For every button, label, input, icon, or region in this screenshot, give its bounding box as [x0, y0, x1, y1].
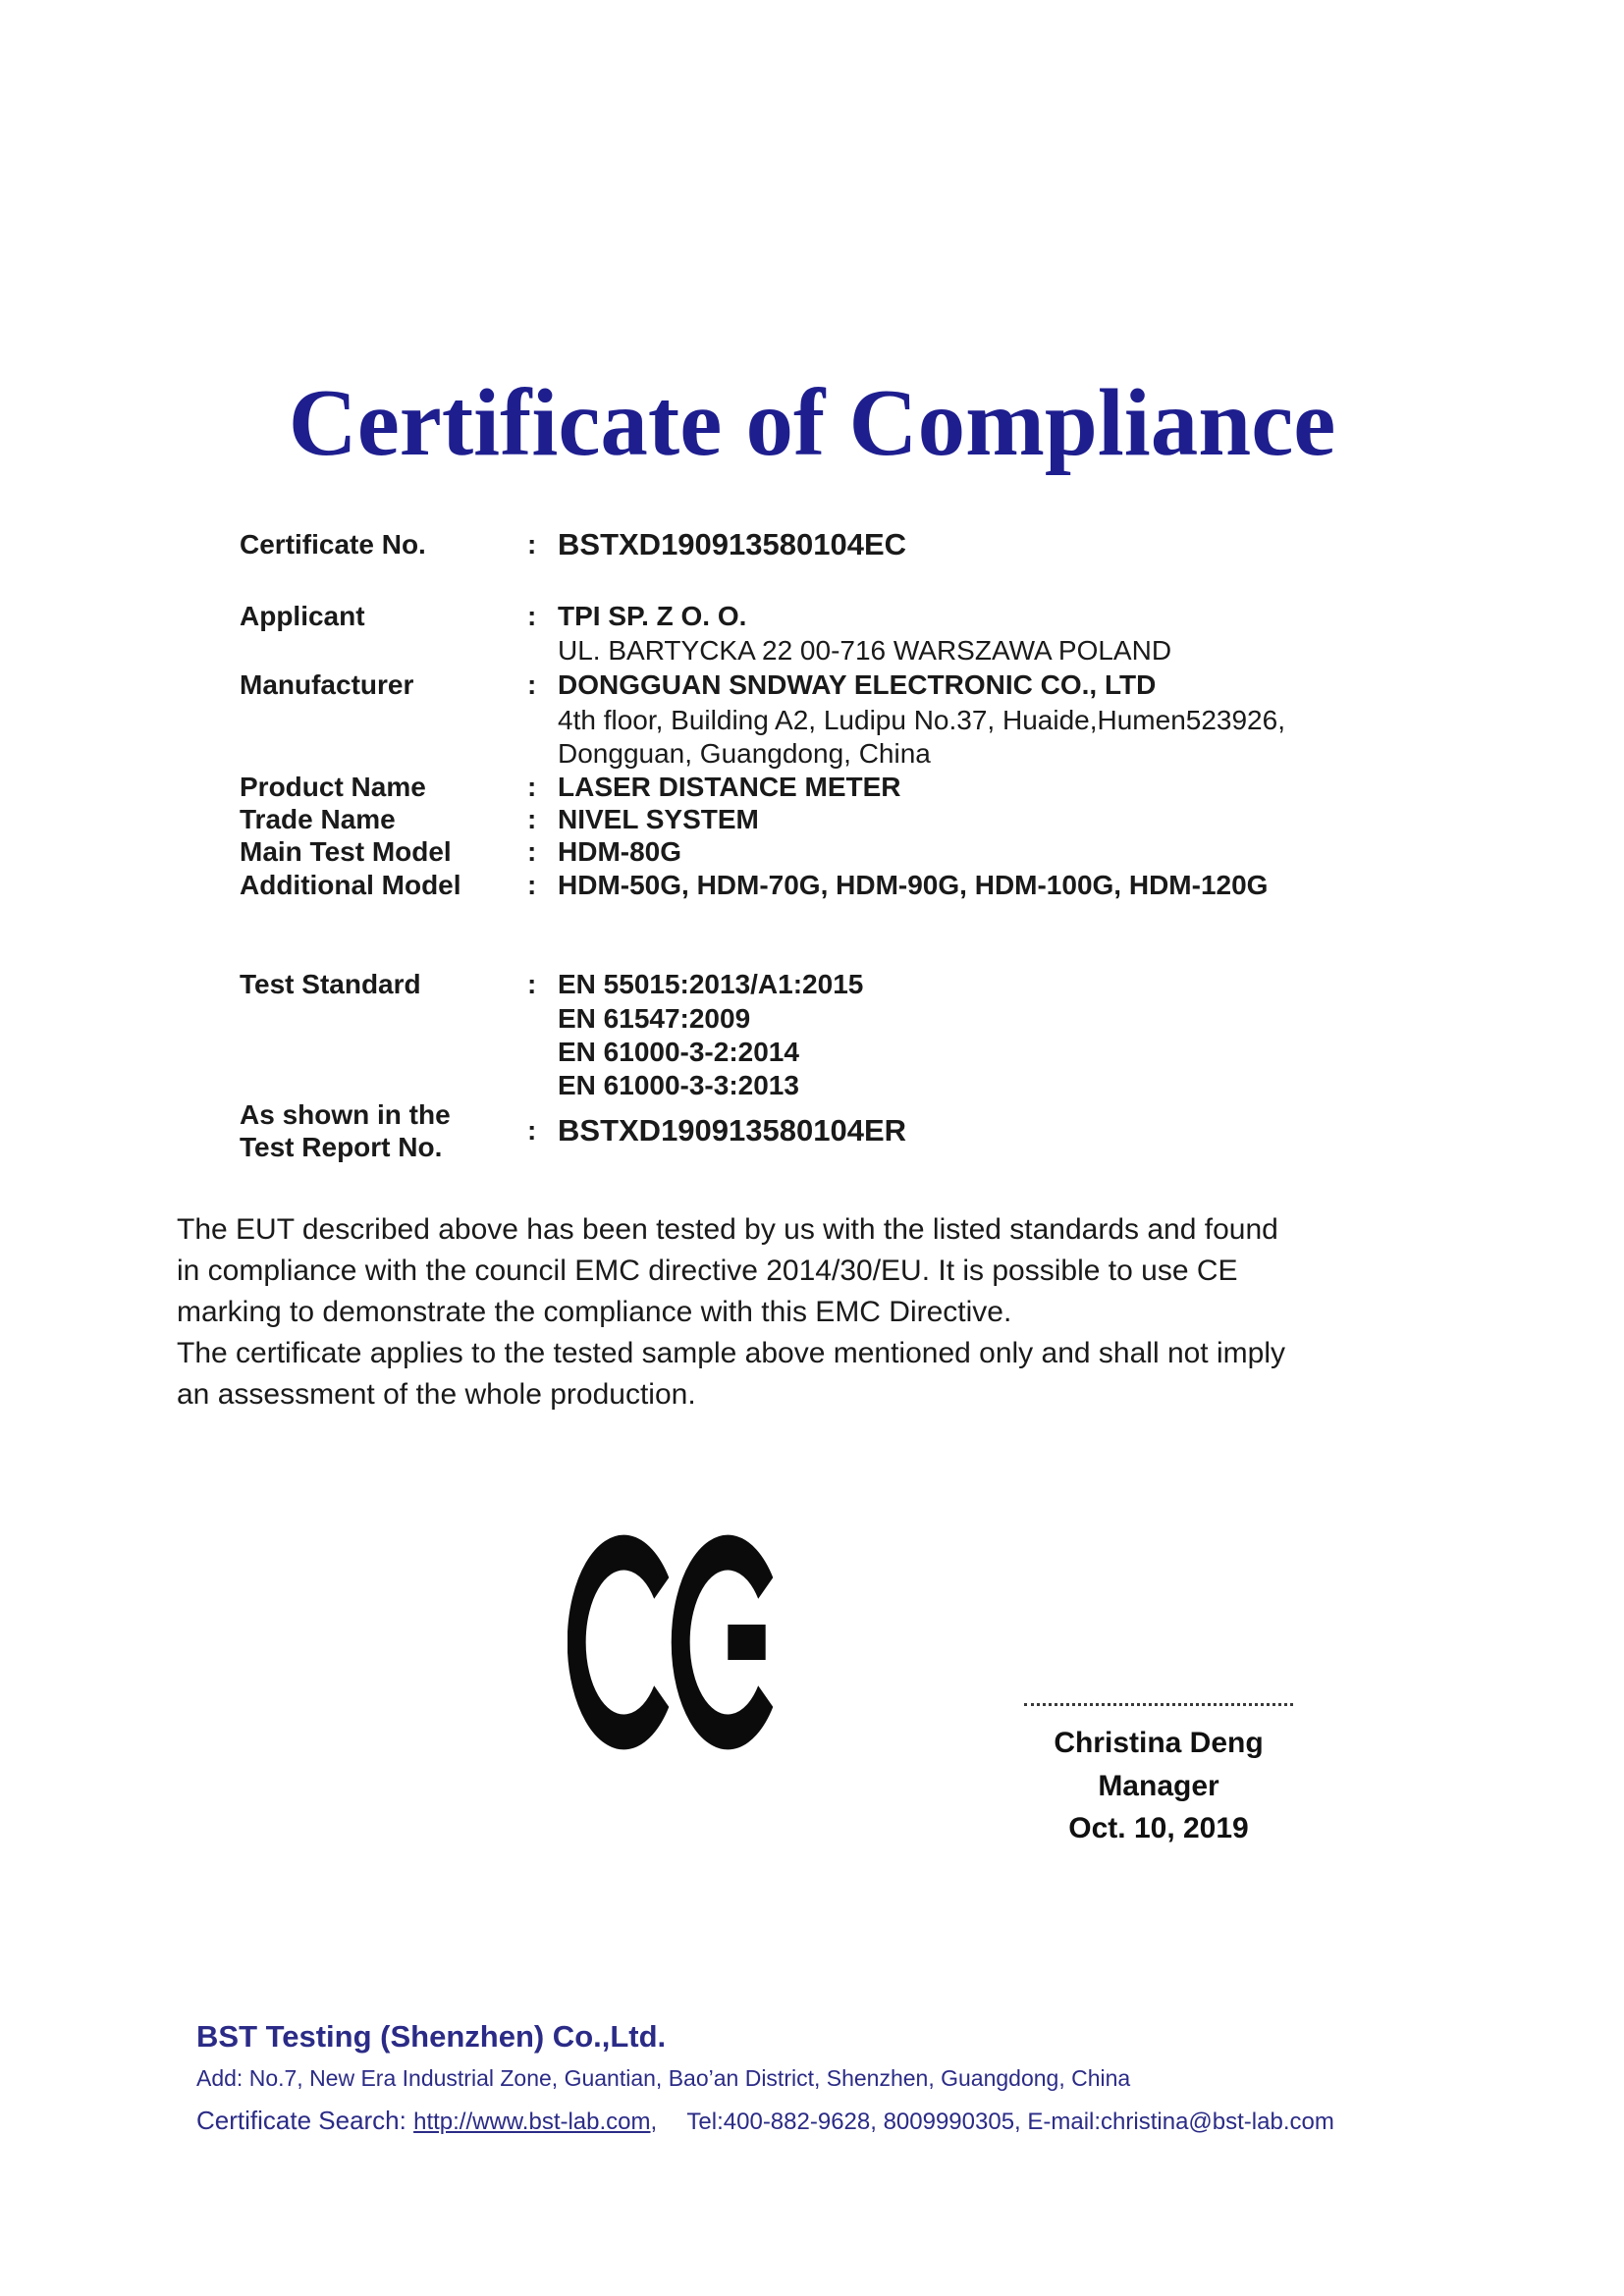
field-label: Trade Name	[240, 804, 396, 834]
statement-line: The certificate applies to the tested sample above mentioned only and shall not imply	[177, 1337, 1285, 1369]
test-standard-line: EN 61000-3-3:2013	[558, 1070, 799, 1100]
field-test-standard	[240, 968, 863, 1001]
product-name: LASER DISTANCE METER	[558, 772, 901, 802]
colon-separator: :	[527, 870, 537, 900]
colon-separator: :	[527, 1115, 537, 1146]
field-test-report-no	[240, 1097, 906, 1164]
manufacturer-address-line: Dongguan, Guangdong, China	[558, 738, 931, 769]
field-applicant	[240, 600, 746, 633]
field-label: Product Name	[240, 772, 426, 802]
field-label: Certificate No.	[240, 529, 426, 560]
footer-search-line	[196, 2106, 1334, 2137]
signature-date: Oct. 10, 2019	[1068, 1812, 1249, 1844]
statement-line: an assessment of the whole production.	[177, 1378, 696, 1411]
field-label	[240, 1098, 527, 1163]
manufacturer-name: DONGGUAN SNDWAY ELECTRONIC CO., LTD	[558, 669, 1157, 700]
field-label: Test Standard	[240, 969, 421, 999]
statement-line: The EUT described above has been tested by us with the listed standards and found	[177, 1213, 1278, 1246]
colon-separator: :	[527, 836, 537, 867]
field-label-line: As shown in the	[240, 1099, 451, 1130]
applicant-address-line: UL. BARTYCKA 22 00-716 WARSZAWA POLAND	[558, 635, 1172, 666]
signatory-role: Manager	[1098, 1770, 1219, 1802]
signature-dotted-line	[1024, 1703, 1293, 1706]
colon-separator: :	[527, 669, 537, 700]
field-trade-name	[240, 803, 759, 836]
field-label-line: Test Report No.	[240, 1132, 443, 1162]
footer-company-address: Add: No.7, New Era Industrial Zone, Guantian, Bao’an District, Shenzhen, Guangdong, China	[196, 2065, 1131, 2091]
footer-separator: ,	[650, 2109, 687, 2135]
colon-separator: :	[527, 969, 537, 999]
certificate-search-label: Certificate Search:	[196, 2106, 414, 2135]
field-label: Applicant	[240, 601, 365, 631]
compliance-statement	[177, 1209, 1453, 1415]
field-label: Additional Model	[240, 870, 461, 900]
field-label: Main Test Model	[240, 836, 452, 867]
field-additional-model	[240, 869, 1268, 902]
colon-separator: :	[527, 804, 537, 834]
field-label: Manufacturer	[240, 669, 414, 700]
colon-separator: :	[527, 529, 537, 560]
certificate-search-link[interactable]: http://www.bst-lab.com	[413, 2109, 651, 2135]
applicant-name: TPI SP. Z O. O.	[558, 601, 747, 631]
test-standard-line: EN 61547:2009	[558, 1003, 751, 1034]
test-standard-line: EN 55015:2013/A1:2015	[558, 969, 864, 999]
test-report-number: BSTXD190913580104ER	[558, 1113, 907, 1148]
field-manufacturer	[240, 668, 1156, 702]
main-test-model: HDM-80G	[558, 836, 682, 867]
certificate-number: BSTXD190913580104EC	[558, 527, 907, 561]
signatory-name: Christina Deng	[1054, 1727, 1264, 1759]
colon-separator: :	[527, 601, 537, 631]
test-standard-line: EN 61000-3-2:2014	[558, 1037, 799, 1067]
ce-mark-icon	[568, 1533, 776, 1751]
certificate-title: Certificate of Compliance	[288, 370, 1336, 475]
manufacturer-address-line: 4th floor, Building A2, Ludipu No.37, Huaide,Humen523926,	[558, 705, 1285, 735]
colon-separator: :	[527, 772, 537, 802]
footer-company-name: BST Testing (Shenzhen) Co.,Ltd.	[196, 2019, 667, 2054]
trade-name: NIVEL SYSTEM	[558, 804, 759, 834]
statement-line: in compliance with the council EMC directive 2014/30/EU. It is possible to use CE	[177, 1255, 1238, 1287]
statement-line: marking to demonstrate the compliance with this EMC Directive.	[177, 1296, 1012, 1328]
additional-models: HDM-50G, HDM-70G, HDM-90G, HDM-100G, HDM-120G	[558, 870, 1269, 900]
field-certificate-no	[240, 528, 906, 561]
field-product-name	[240, 771, 901, 804]
field-main-test-model	[240, 835, 681, 869]
footer-contact: Tel:400-882-9628, 8009990305, E-mail:christina@bst-lab.com	[686, 2109, 1334, 2135]
